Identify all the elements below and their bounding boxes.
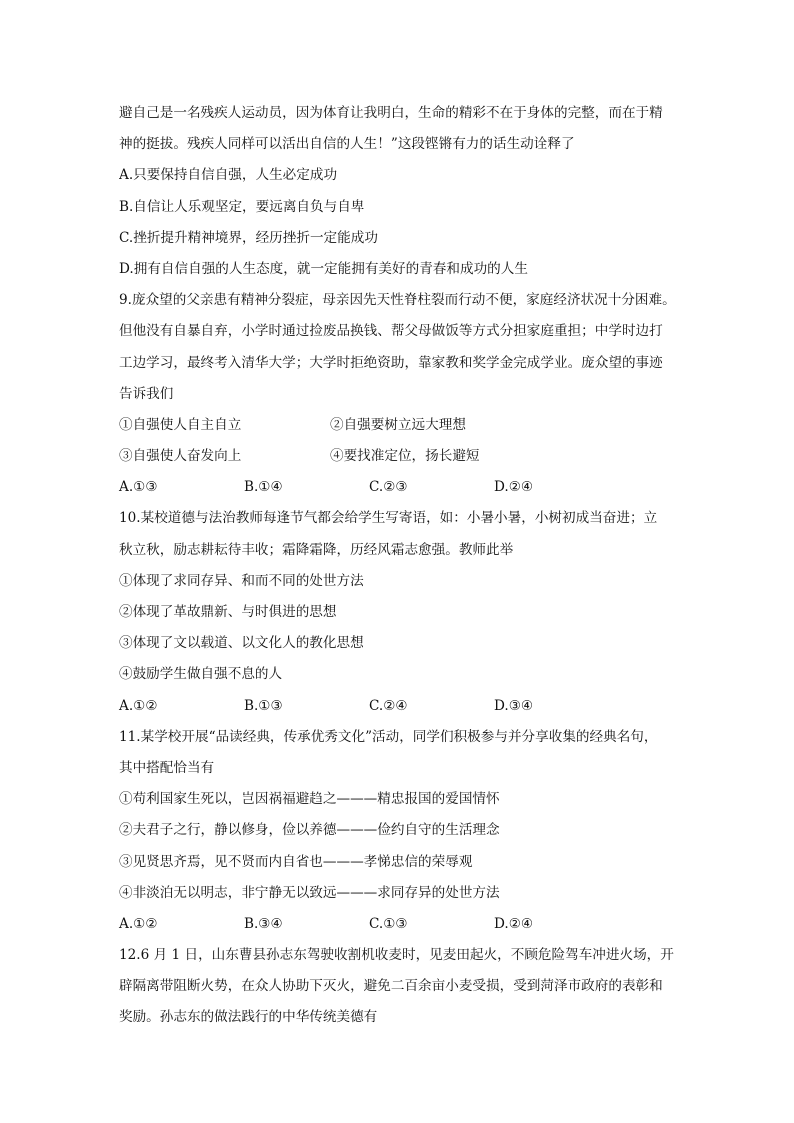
- question-text-line: 告诉我们: [119, 385, 174, 402]
- question-text-line: 12.6 月 1 日，山东曹县孙志东驾驶收割机收麦时，见麦田起火，不顾危险驾车冲进火场，开: [119, 947, 674, 964]
- question-text-line: 其中搭配恰当有: [119, 759, 215, 776]
- question-10: [119, 503, 679, 721]
- option-d: D.②④: [494, 479, 534, 496]
- question-text-line: 工边学习，最终考入清华大学；大学时拒绝资助，靠家教和奖学金完成学业。庞众望的事迹: [119, 354, 663, 371]
- option-a: A.①②: [119, 915, 158, 932]
- option-b: B.①④: [244, 479, 283, 496]
- option-b: B.①③: [244, 697, 283, 714]
- option-b: B.③④: [244, 915, 283, 932]
- statement-3: ③见贤思齐焉，见不贤而内自省也———孝悌忠信的荣辱观: [119, 853, 473, 870]
- statement-2: ②体现了革故鼎新、与时俱进的思想: [119, 604, 337, 620]
- statement-2: ②夫君子之行，静以修身，俭以养德———俭约自守的生活理念: [119, 822, 500, 839]
- statement-row: [119, 410, 679, 441]
- option-c: C.②④: [369, 697, 408, 714]
- question-11: [119, 722, 679, 940]
- exam-page: [119, 98, 679, 1034]
- statement-4: ④要找准定位，扬长避短: [330, 448, 480, 465]
- question-12: [119, 940, 679, 1034]
- statement-3: ③体现了文以载道、以文化人的教化思想: [119, 635, 364, 652]
- statement-4: ④鼓励学生做自强不息的人: [119, 666, 283, 683]
- option-c: C.①③: [369, 915, 408, 932]
- answer-options: [119, 691, 679, 722]
- statement-1: ①自强使人自主自立: [119, 416, 242, 433]
- question-text-line: 神的挺拔。残疾人同样可以活出自信的人生！”这段铿锵有力的话生动诠释了: [119, 136, 575, 153]
- question-8-continued: [119, 98, 679, 285]
- option-c: C.挫折提升精神境界，经历挫折一定能成功: [119, 229, 378, 246]
- question-text-line: 奖励。孙志东的做法践行的中华传统美德有: [119, 1009, 378, 1026]
- statement-row: [119, 441, 679, 472]
- statement-1: ①苟利国家生死以，岂因祸福避趋之———精忠报国的爱国情怀: [119, 791, 500, 808]
- answer-options: [119, 909, 679, 940]
- answer-options: [119, 472, 679, 503]
- option-d: D.③④: [494, 697, 534, 714]
- statement-4: ④非淡泊无以明志，非宁静无以致远———求同存异的处世方法: [119, 884, 500, 901]
- question-9: [119, 285, 679, 503]
- option-d: D.②④: [494, 915, 534, 932]
- statement-3: ③自强使人奋发向上: [119, 448, 242, 465]
- question-text-line: 避自己是一名残疾人运动员，因为体育让我明白，生命的精彩不在于身体的完整，而在于精: [119, 105, 663, 121]
- option-d: D.拥有自信自强的人生态度，就一定能拥有美好的青春和成功的人生: [119, 260, 528, 277]
- statement-2: ②自强要树立远大理想: [330, 416, 466, 433]
- statement-1: ①体现了求同存异、和而不同的处世方法: [119, 572, 364, 589]
- question-text-line: 11.某学校开展“品读经典，传承优秀文化”活动，同学们积极参与并分享收集的经典名句，: [119, 728, 658, 745]
- question-text-line: 但他没有自暴自弃，小学时通过捡废品换钱、帮父母做饭等方式分担家庭重担；中学时边打: [119, 323, 663, 340]
- question-text-line: 秋立秋，励志耕耘待丰收；霜降霜降，历经风霜志愈强。教师此举: [119, 541, 514, 558]
- option-a: A.①②: [119, 697, 158, 714]
- question-text-line: 辟隔离带阻断火势，在众人协助下灭火，避免二百余亩小麦受损，受到菏泽市政府的表彰和: [119, 978, 663, 995]
- question-text-line: 10.某校道德与法治教师每逢节气都会给学生写寄语，如：小暑小暑，小树初成当奋进；立: [119, 510, 658, 527]
- option-b: B.自信让人乐观坚定，要远离自负与自卑: [119, 198, 365, 215]
- option-a: A.①③: [119, 479, 158, 496]
- option-a: A.只要保持自信自强，人生必定成功: [119, 167, 338, 184]
- question-text-line: 9.庞众望的父亲患有精神分裂症，母亲因先天性脊柱裂而行动不便，家庭经济状况十分困难。: [119, 292, 676, 309]
- option-c: C.②③: [369, 479, 408, 496]
